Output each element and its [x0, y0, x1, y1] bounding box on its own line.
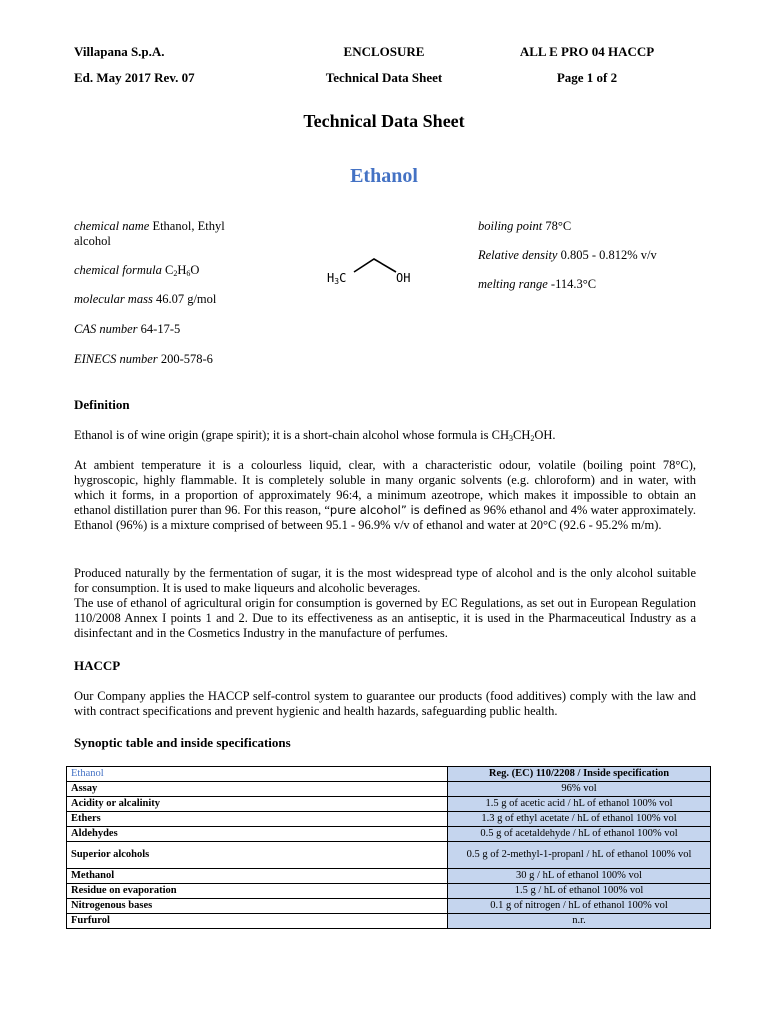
- chemical-name-value-2: alcohol: [74, 234, 111, 248]
- def-p1-s1: 3: [508, 434, 513, 443]
- density-value: 0.805 - 0.812% v/v: [560, 248, 657, 262]
- table-col-ethanol: Ethanol: [67, 767, 448, 782]
- table-col-spec: Reg. (EC) 110/2208 / Inside specification: [448, 767, 711, 782]
- table-row: [67, 914, 711, 929]
- formula-c: C: [164, 263, 174, 277]
- cas-number: [74, 322, 180, 337]
- melting-range: [478, 277, 596, 292]
- cas-value: 64-17-5: [140, 322, 181, 336]
- molecular-mass-value: 46.07 g/mol: [155, 292, 217, 306]
- row-value: 1.5 g of acetic acid / hL of ethanol 100% vol: [448, 797, 711, 812]
- def-p1-s2: 2: [530, 434, 535, 443]
- chemical-name-value: Ethanol, Ethyl: [152, 219, 225, 233]
- einecs-value: 200-578-6: [160, 352, 213, 366]
- haccp-heading: HACCP: [74, 658, 121, 673]
- formula-o: O: [190, 263, 200, 277]
- chemical-name: [74, 219, 254, 249]
- table-row: [67, 797, 711, 812]
- melting-value: -114.3°C: [550, 277, 597, 291]
- row-value: 30 g / hL of ethanol 100% vol: [448, 869, 711, 884]
- density-label: Relative density: [478, 248, 558, 262]
- formula-h-sub: 6: [186, 269, 191, 278]
- molecular-mass: [74, 292, 216, 307]
- enclosure-label: ENCLOSURE: [343, 44, 425, 59]
- row-value: 1.5 g / hL of ethanol 100% vol: [448, 884, 711, 899]
- product-name: Ethanol: [350, 165, 418, 187]
- table-row: [67, 782, 711, 797]
- row-value: 0.5 g of 2-methyl-1-propanl / hL of ethanol 100% vol: [448, 842, 711, 869]
- boiling-label: boiling point: [478, 219, 543, 233]
- row-name: Furfurol: [67, 914, 448, 929]
- def-p2-b: as 96% ethanol and 4% water approximately. Ethanol (96%) is a mixture comprised of between 95.1 - 96.9% v/v of ethanol and water at 20°C (92.6 - 95.2% m/m).: [74, 503, 696, 532]
- sheet-type: Technical Data Sheet: [325, 70, 443, 85]
- definition-paragraph-2: [74, 458, 696, 533]
- structure-left-label: [327, 271, 346, 285]
- table-row: [67, 812, 711, 827]
- def-p4: The use of ethanol of agricultural origin for consumption is governed by EC Regulations, as set out in European Regulation 110/2008 Annex I points 1 and 2. Due to its effectiveness as an antiseptic, it is used in the Pharmaceutical Industry as a disinfectant and in the Cosmetics Industry in the manufacture of perfumes.: [74, 596, 696, 640]
- table-heading: Synoptic table and inside specifications: [74, 735, 291, 750]
- melting-label: melting range: [478, 277, 548, 291]
- row-name: Aldehydes: [67, 827, 448, 842]
- structure-h: H: [327, 271, 335, 285]
- cas-label: CAS number: [74, 322, 138, 336]
- chemical-formula: [74, 263, 199, 278]
- row-value: n.r.: [448, 914, 711, 929]
- def-p2-a: At ambient temperature it is a colourless liquid, clear, with a characteristic odour, volatile (boiling point 78°C), hygroscopic, highly flammable. It is completely soluble in many organic solvents (e.g. chloroform) and in water, with which it forms, in a proportion of approximately 96:4, a minimum azeotrope, which makes it impossible to obtain an ethanol distillation purer than 96. For this reason, “: [74, 458, 696, 517]
- row-value: 96% vol: [448, 782, 711, 797]
- table-row: [67, 899, 711, 914]
- einecs-number: [74, 352, 213, 367]
- row-name: Assay: [67, 782, 448, 797]
- ethanol-structure-bonds: [350, 254, 400, 278]
- formula-h: H: [177, 263, 187, 277]
- doc-code: ALL E PRO 04 HACCP: [519, 44, 655, 59]
- table-row: [67, 869, 711, 884]
- def-p1-b: CH: [512, 428, 531, 442]
- definition-heading: Definition: [74, 397, 130, 412]
- definition-paragraph-3: [74, 566, 696, 641]
- row-value: 0.5 g of acetaldehyde / hL of ethanol 100% vol: [448, 827, 711, 842]
- def-p2-mono: pure alcohol” is defined: [329, 503, 467, 517]
- boiling-point: [478, 219, 571, 234]
- structure-c: C: [339, 271, 347, 285]
- row-value: 1.3 g of ethyl acetate / hL of ethanol 100% vol: [448, 812, 711, 827]
- formula-c-sub: 2: [173, 269, 178, 278]
- row-name: Superior alcohols: [67, 842, 448, 869]
- row-value: 0.1 g of nitrogen / hL of ethanol 100% vol: [448, 899, 711, 914]
- page-number: Page 1 of 2: [556, 70, 618, 85]
- table-row: [67, 842, 711, 869]
- table-row: [67, 827, 711, 842]
- spec-table: [66, 766, 711, 929]
- row-name: Ethers: [67, 812, 448, 827]
- structure-h-sub: 3: [334, 277, 340, 286]
- edition: Ed. May 2017 Rev. 07: [74, 70, 195, 85]
- row-name: Methanol: [67, 869, 448, 884]
- boiling-value: 78°C: [545, 219, 572, 233]
- einecs-label: EINECS number: [74, 352, 158, 366]
- def-p1-a: Ethanol is of wine origin (grape spirit); it is a short-chain alcohol whose formula is CH: [74, 428, 509, 442]
- row-name: Acidity or alcalinity: [67, 797, 448, 812]
- chemical-name-label: chemical name: [74, 219, 150, 233]
- row-name: Residue on evaporation: [67, 884, 448, 899]
- molecular-mass-label: molecular mass: [74, 292, 153, 306]
- table-header-row: [67, 767, 711, 782]
- row-name: Nitrogenous bases: [67, 899, 448, 914]
- definition-paragraph-1: [74, 428, 696, 443]
- table-row: [67, 884, 711, 899]
- relative-density: [478, 248, 657, 263]
- haccp-paragraph: Our Company applies the HACCP self-control system to guarantee our products (food additives) comply with the law and with contract specifications and prevent hygienic and health hazards, safeguarding public health.: [74, 689, 696, 718]
- page-title: Technical Data Sheet: [303, 111, 465, 131]
- structure-oh-label: OH: [396, 271, 411, 285]
- def-p1-c: OH.: [534, 428, 556, 442]
- def-p3: Produced naturally by the fermentation of sugar, it is the most widespread type of alcohol and is the only alcohol suitable for consumption. It is used to make liqueurs and alcoholic beverages.: [74, 566, 696, 595]
- chemical-formula-label: chemical formula: [74, 263, 162, 277]
- company-name: Villapana S.p.A.: [74, 44, 165, 59]
